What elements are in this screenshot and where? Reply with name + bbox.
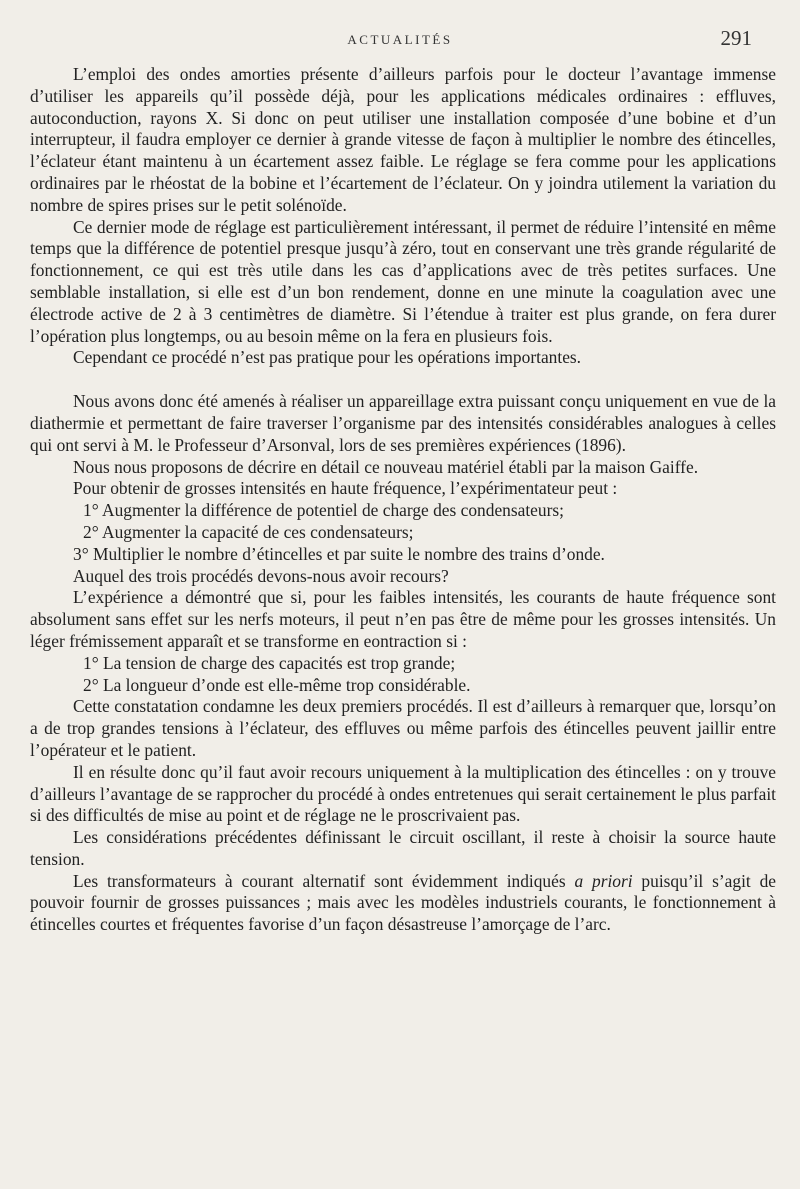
body-text	[30, 64, 776, 936]
paragraph-constatation: Cette constatation condamne les deux premiers procédés. Il est d’ailleurs à remarquer que, lorsqu’on a de trop grandes tensions à l’éclateur, des effluves ou même parfois des étincelles peuvent jaillir entre l’opérateur et le patient.	[30, 696, 776, 760]
paragraph-appareillage: Nous avons donc été amenés à réaliser un appareillage extra puissant conçu uniquement en vue de la diathermie et permettant de faire traverser l’organisme par des intensités considérables analogues à celles qui ont servi à M. le Professeur d’Arsonval, lors de ses premières expériences (1896).	[30, 391, 776, 455]
list-item-3: 3° Multiplier le nombre d’étincelles et par suite le nombre des trains d’onde.	[73, 543, 605, 564]
paragraph-experience: L’expérience a démontré que si, pour les faibles intensités, les courants de haute fréquence sont absolument sans effet sur les nerfs moteurs, il peut n’en pas être de même pour les grosses intensités. Un léger frémissement apparaît et se transforme en eontraction si :	[30, 587, 776, 651]
running-head	[0, 26, 800, 52]
paragraph-multiplication: Il en résulte donc qu’il faut avoir recours uniquement à la multiplication des étincelles : on y trouve d’ailleurs l’avantage de se rapprocher du procédé à ondes entretenues qui serait certainement le plus parfait si des difficultés de mise au point et de réglage ne le proscrivaient pas.	[30, 761, 777, 826]
paragraph-question: Auquel des trois procédés devons-nous avoir recours?	[73, 565, 449, 586]
paragraph-grosses-intensites: Pour obtenir de grosses intensités en haute fréquence, l’expérimentateur peut :	[73, 478, 618, 499]
paragraph-transformateurs-start: Les transformateurs à courant alternatif sont évidemment indiqués	[73, 870, 575, 891]
list-item-tension: 1° La tension de charge des capacités est trop grande;	[83, 652, 456, 673]
paragraph-transformateurs	[30, 871, 776, 936]
paragraph-cependant: Cependant ce procédé n’est pas pratique pour les opérations importantes.	[73, 347, 582, 368]
paragraph-ondes-amorties: L’emploi des ondes amorties présente d’ailleurs parfois pour le docteur l’avantage immense d’utiliser les appareils qu’il possède déjà, pour les applications médicales ordinaires : effluves, autoconduction, rayons X. Si donc on peut utiliser une installation composée d’une bobine et d’un interrupteur, il faudra employer ce dernier à grande vitesse de façon à multiplier le nombre des étincelles, l’éclateur étant maintenu à un écartement assez faible. Le réglage se fera comme pour les applications ordinaires par le rhéostat de la bobine et l’écartement de l’éclateur. On y joindra utilement la variation du nombre de spires prises sur le petit solénoïde.	[30, 64, 776, 215]
page-number: 291	[720, 26, 752, 50]
paragraph-transformateurs-end: puisqu’il s’agit de pouvoir fournir de grosses puissances ; mais avec les modèles industriels courants, le fonctionnement à étincelles courtes et fréquentes favorise d’un façon désastreuse l’amorçage de l’arc.	[30, 870, 776, 935]
paragraph-reglage: Ce dernier mode de réglage est particulièrement intéressant, il permet de réduire l’intensité en même temps que la différence de potentiel presque jusqu’à zéro, tout en conservant une très grande régularité de fonctionnement, ce qui est très utile dans les cas d’applications avec de très petites surfaces. Une semblable installation, si elle est d’un bon rendement, donne en une minute la coagulation avec une électrode active de 2 à 3 centimètres de diamètre. Si l’étendue à traiter est plus grande, on fera durer l’opération plus longtemps, ou au besoin même on la fera en plusieurs fois.	[30, 216, 776, 346]
list-item-longueur: 2° La longueur d’onde est elle-même trop considérable.	[83, 674, 471, 695]
italic-a-priori: a priori	[574, 870, 633, 891]
paragraph-maison-gaiffe: Nous nous proposons de décrire en détail ce nouveau matériel établi par la maison Gaiffe.	[73, 456, 699, 477]
list-item-1: 1° Augmenter la différence de potentiel de charge des condensateurs;	[83, 500, 564, 521]
running-title: ACTUALITÉS	[347, 32, 453, 47]
paragraph-considerations: Les considérations précédentes définissant le circuit oscillant, il reste à choisir la source haute tension.	[30, 827, 776, 869]
list-item-2: 2° Augmenter la capacité de ces condensateurs;	[83, 521, 414, 542]
